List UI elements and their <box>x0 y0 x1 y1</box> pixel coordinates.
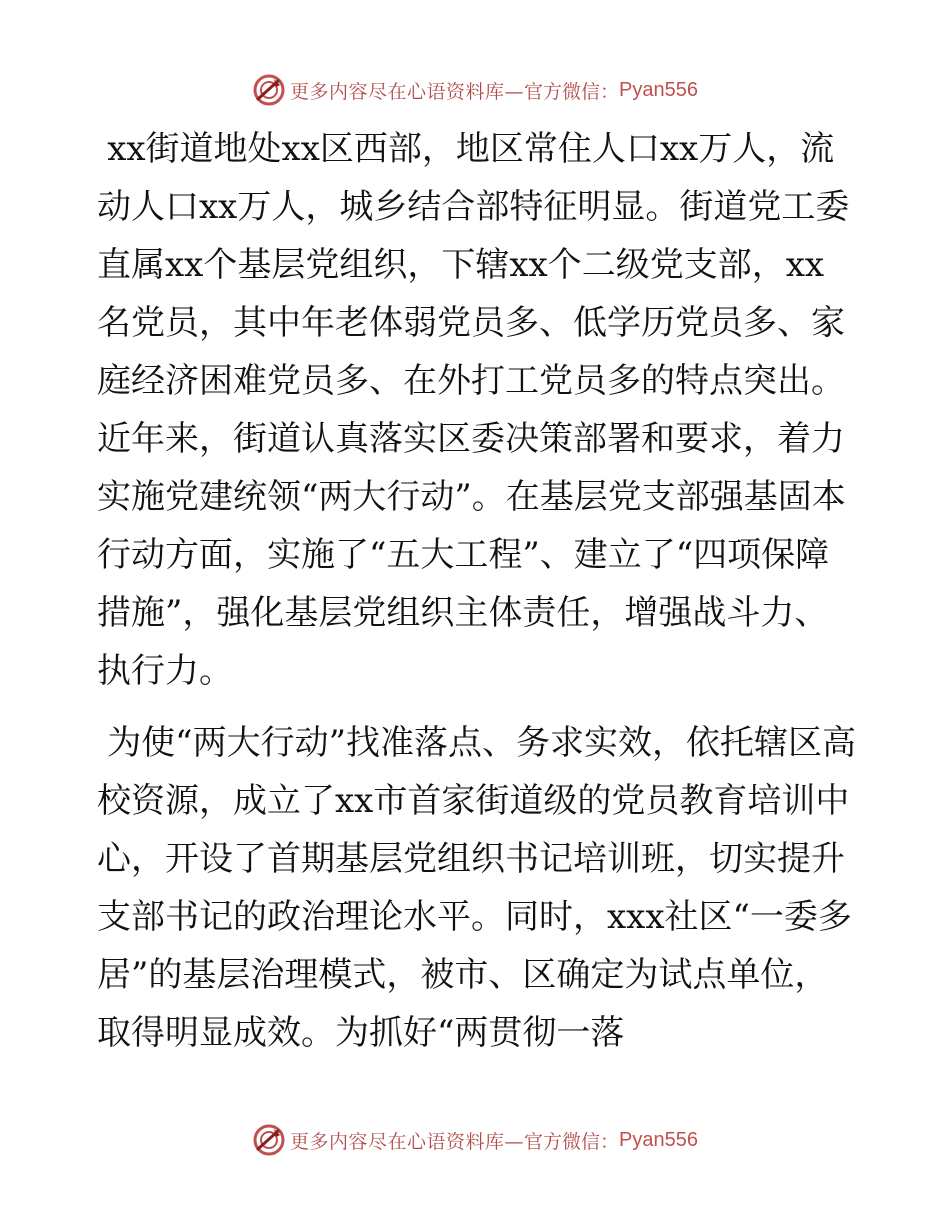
footer-banner <box>0 1118 950 1162</box>
header-banner-text: 更多内容尽在心语资料库— <box>290 80 525 103</box>
header-wechat-label: 官方微信： <box>524 80 620 103</box>
document-body <box>97 120 857 1062</box>
header-wechat-id: Pyan556 <box>619 78 698 101</box>
footer-wechat-id: Pyan556 <box>619 1128 698 1151</box>
footer-wechat-label: 官方微信： <box>524 1130 620 1153</box>
paragraph-1: xx街道地处xx区西部，地区常住人口xx万人，流动人口xx万人，城乡结合部特征明显。街道党工委直属xx个基层党组织，下辖xx个二级党支部，xx名党员，其中年老体弱党员多、低学历党员多、家庭经济困难党员多、在外打工党员多的特点突出。近年来，街道认真落实区委决策部署和要求，着力实施党建统领“两大行动”。在基层党支部强基固本行动方面，实施了“五大工程”、建立了“四项保障措施”，强化基层党组织主体责任，增强战斗力、执行力。 <box>97 129 850 691</box>
red-seal-logo-icon <box>252 73 286 107</box>
footer-banner-text: 更多内容尽在心语资料库— <box>290 1130 525 1153</box>
paragraph-2: 为使“两大行动”找准落点、务求实效，依托辖区高校资源，成立了xx市首家街道级的党员教育培训中心，开设了首期基层党组织书记培训班，切实提升支部书记的政治理论水平。同时，xxx社区“一委多居”的基层治理模式，被市、区确定为试点单位，取得明显成效。为抓好“两贯彻一落 <box>97 723 856 1053</box>
red-seal-logo-icon <box>252 1123 286 1157</box>
header-banner <box>0 68 950 112</box>
